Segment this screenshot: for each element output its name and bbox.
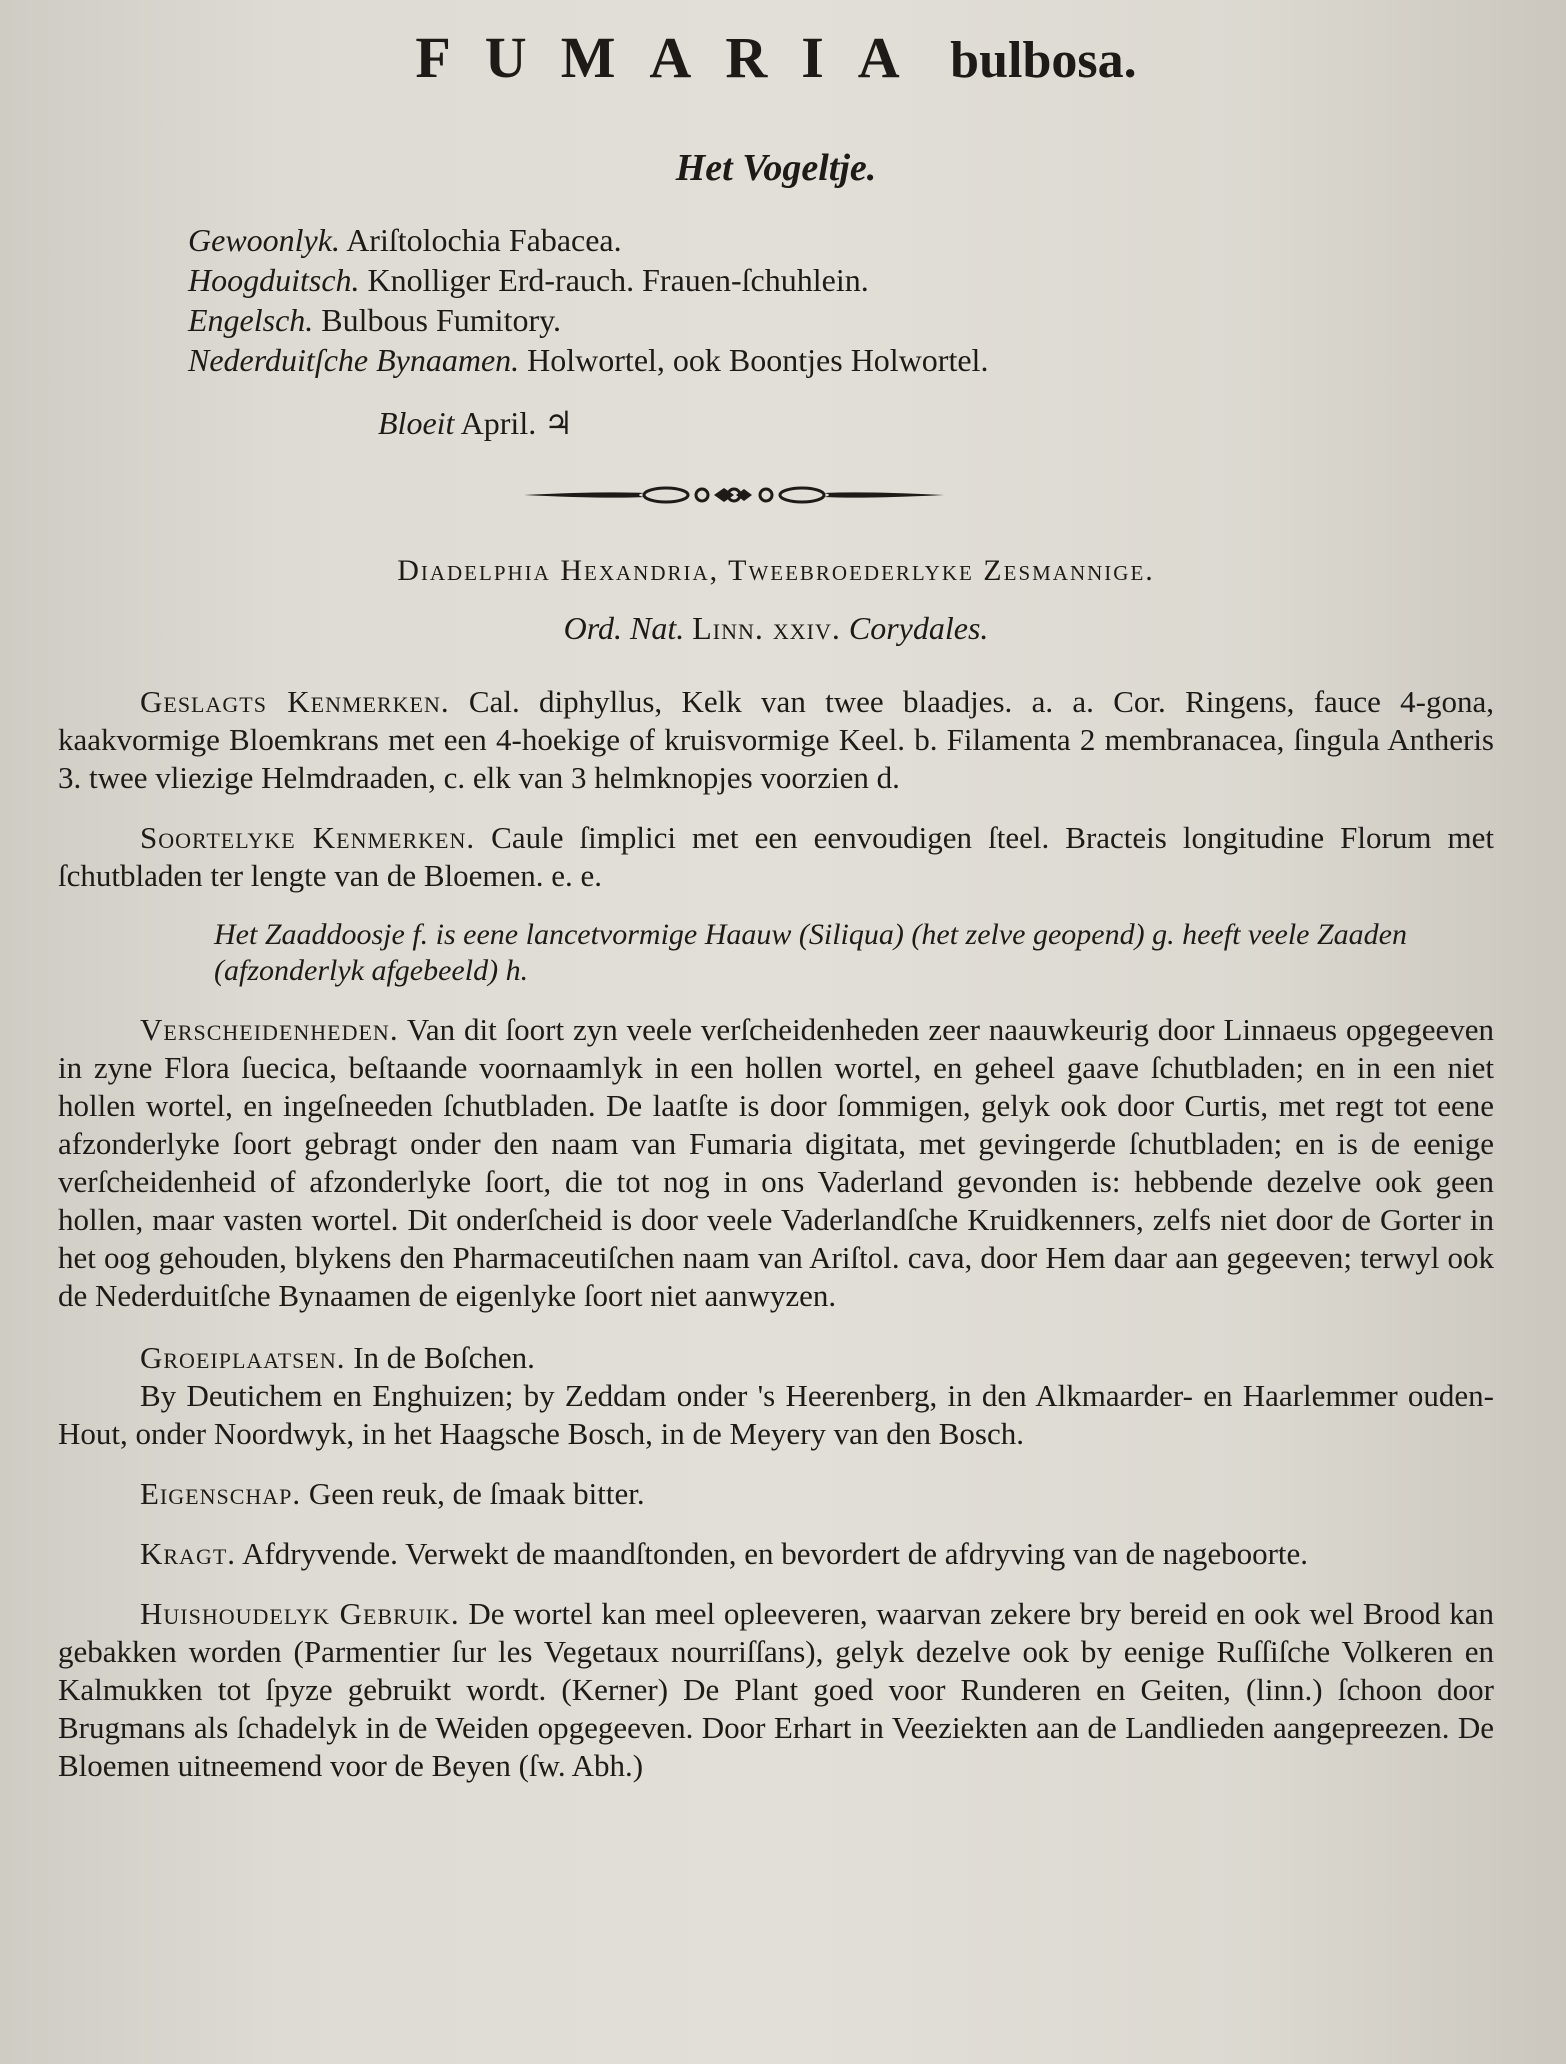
section-heading: Verscheidenheden. <box>140 1012 399 1047</box>
section-text: Cal. diphyllus, Kelk van twee blaadjes. a. a. Cor. Ringens, fauce 4-gona, kaakvormige Bloemkrans met een 4-hoekige of kruisvormige Keel. b. Filamenta 2 membranacea, ſingula Antheris 3. twee vliezige Helmdraaden, c. elk van 3 helmknopjes voorzien d. <box>58 684 1494 795</box>
linnaean-class: Diadelphia Hexandria, Tweebroederlyke Zesmannige. <box>397 554 1155 587</box>
species-name: bulbosa. <box>950 32 1137 89</box>
habitats <box>58 1339 1494 1453</box>
name-label: Hoogduitsch. <box>188 262 360 298</box>
seed-capsule-note: Het Zaaddoosje f. is eene lancetvormige Haauw (Siliqua) (het zelve geopend) g. heeft veele Zaaden (afzonderlyk afgebeeld) h. <box>214 918 1407 987</box>
name-text: Bulbous Fumitory. <box>321 302 562 338</box>
common-name: Het Vogeltje. <box>675 147 877 189</box>
genus-name: FUMARIA <box>415 25 934 90</box>
name-text: Holwortel, ook Boontjes Holwortel. <box>527 342 989 378</box>
name-label: Nederduitſche Bynaamen. <box>188 342 520 378</box>
section-heading: Groeiplaatsen. <box>140 1340 346 1375</box>
section-text: Afdryvende. Verwekt de maandſtonden, en bevordert de afdryving van de nageboorte. <box>242 1536 1309 1571</box>
medicinal-power <box>58 1535 1494 1573</box>
bloei-text: April. ♃ <box>460 405 573 441</box>
section-text: Van dit ſoort zyn veele verſcheidenheden zeer naauwkeurig door Linnaeus opgegeeven in zyne Flora ſuecica, beſtaande voornaamlyk in een hollen wortel, en geheel gaave ſchutbladen; en in een niet hollen wortel, en ingeſneeden ſchutbladen. De laatſte is door ſommigen, gelyk ook door Curtis, met regt tot eene afzonderlyke ſoort gebragt onder den naam van Fumaria digitata, met gevingerde ſchutbladen; en is de eenige verſcheidenheid of afzonderlyke ſoort, die tot nog in ons Vaderland gevonden is: hebbende dezelve ook geen hollen, maar vasten wortel. Dit onderſcheid is door veele Vaderlandſche Kruidkenners, zelfs niet door de Gorter in het oog gehouden, blykens den Pharmaceutiſchen naam van Ariſtol. cava, door Hem daar aan gegeeven; terwyl ook de Nederduitſche Bynaamen de eigenlyke ſoort niet aanwyzen. <box>58 1012 1494 1313</box>
vernacular-names <box>188 220 1494 380</box>
properties <box>58 1475 1494 1513</box>
ord-name: Corydales. <box>848 610 989 646</box>
section-heading: Kragt. <box>140 1536 237 1571</box>
genus-characters <box>58 683 1494 797</box>
section-text: In de Boſchen. <box>353 1340 535 1375</box>
section-text: Geen reuk, de ſmaak bitter. <box>308 1476 645 1511</box>
section-text: De wortel kan meel opleeveren, waarvan zekere bry bereid en ook wel Brood kan gebakken worden (Parmentier ſur les Vegetaux nourriſſans), gelyk dezelve ook by eenige Ruſſiſche Volkeren en Kalmukken tot ſpyze gebruikt wordt. (Kerner) De Plant goed voor Runderen en Geiten, (linn.) ſchoon door Brugmans als ſchadelyk in de Weiden opgegeeven. Door Erhart in Veeziekten aan de Landlieden aangepreezen. De Bloemen uitneemend voor de Beyen (ſw. Abh.) <box>58 1596 1494 1783</box>
habitat-locations: By Deutichem en Enghuizen; by Zeddam onder 's Heerenberg, in den Alkmaarder- en Haarlemmer ouden-Hout, onder Noordwyk, in het Haagsche Bosch, in de Meyery van den Bosch. <box>58 1378 1494 1451</box>
ord-prefix: Ord. Nat. <box>563 610 685 646</box>
name-row <box>188 340 1494 380</box>
name-row <box>188 260 1494 300</box>
ornament-divider <box>524 482 944 508</box>
section-text: Caule ſimplici met een eenvoudigen ſteel. Bracteis longitudine Florum met ſchutbladen ter lengte van de Bloemen. e. e. <box>58 820 1494 893</box>
species-characters <box>58 819 1494 895</box>
ord-linn: Linn. xxiv. <box>692 610 841 646</box>
section-heading: Geslagts Kenmerken. <box>140 684 450 719</box>
page-title <box>58 24 1494 102</box>
habitat-line <box>58 1339 1494 1377</box>
page-content <box>58 18 1494 1785</box>
section-heading: Huishoudelyk Gebruik. <box>140 1596 460 1631</box>
name-text: Ariſtolochia Fabacea. <box>346 222 622 258</box>
name-row <box>188 220 1494 260</box>
name-row <box>188 300 1494 340</box>
natural-order <box>58 610 1494 647</box>
varieties <box>58 1011 1494 1315</box>
name-label: Engelsch. <box>188 302 314 338</box>
bloei-label: Bloeit <box>378 405 455 441</box>
household-use <box>58 1595 1494 1785</box>
name-label: Gewoonlyk. <box>188 222 340 258</box>
section-heading: Soortelyke Kenmerken. <box>140 820 476 855</box>
name-text: Knolliger Erd-rauch. Frauen-ſchuhlein. <box>367 262 869 298</box>
flowering-time <box>378 404 1494 442</box>
section-heading: Eigenschap. <box>140 1476 302 1511</box>
